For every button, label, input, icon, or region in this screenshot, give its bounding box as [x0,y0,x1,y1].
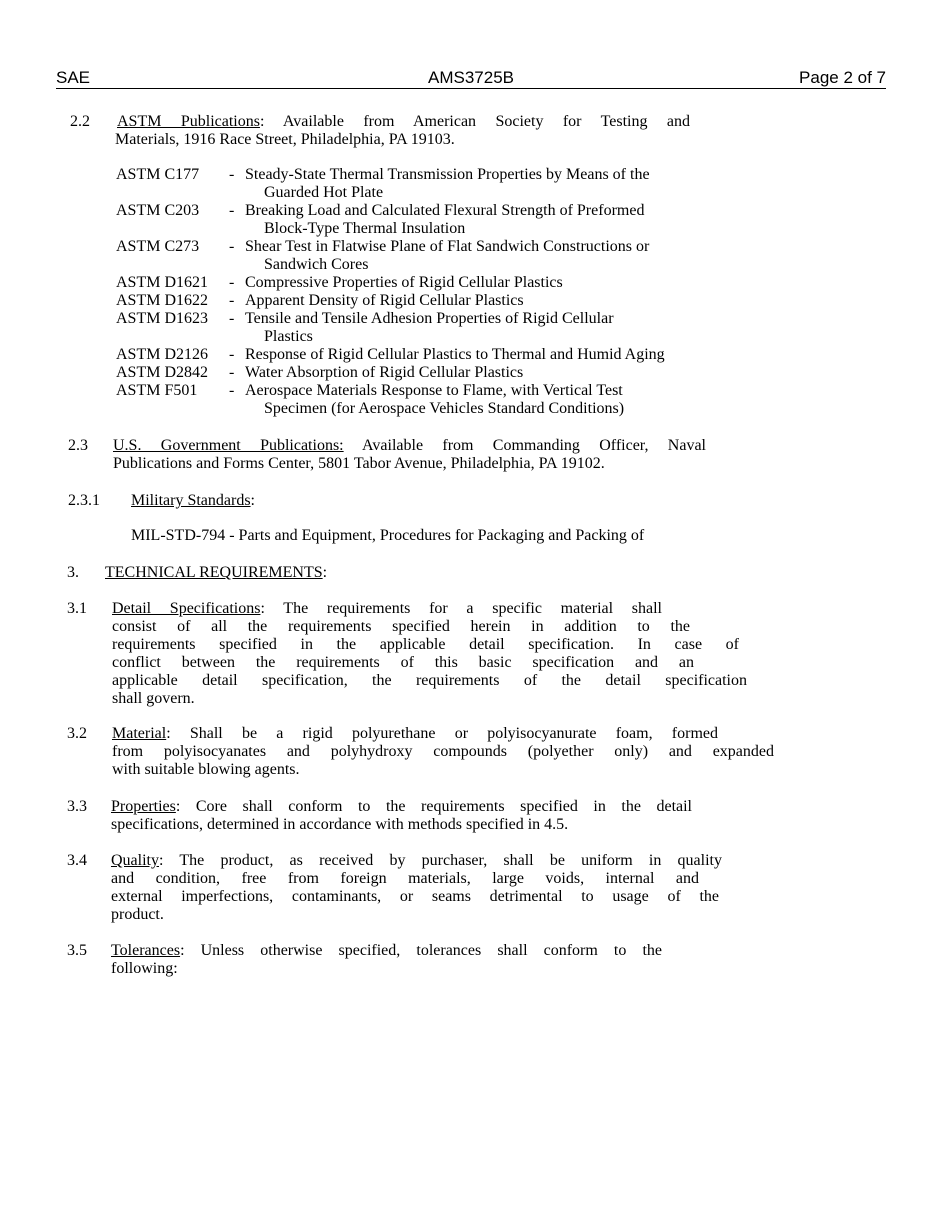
astm-reference-dash: - [229,364,235,381]
astm-reference-code: ASTM F501 [116,382,198,399]
section-3-4-number: 3.4 [67,852,87,869]
astm-reference-code: ASTM D1623 [116,310,209,327]
section-3-5-number: 3.5 [67,942,87,959]
section-3-3-number: 3.3 [67,798,87,815]
section-3-title: TECHNICAL REQUIREMENTS [105,564,323,581]
section-3-4-line: external imperfections, contaminants, or seams detrimental to usage of the [111,888,719,905]
astm-reference-description: Steady-State Thermal Transmission Properties by Means of the [245,166,650,183]
astm-reference-dash: - [229,274,235,291]
section-3-1-number: 3.1 [67,600,87,617]
section-3-heading [105,564,327,582]
section-3-5-line: following: [111,960,178,977]
section-3-2-title: Material [112,725,167,742]
section-3-1-line1: : The requirements for a specific material shall [260,600,662,617]
section-3-5-body [111,942,662,960]
section-3-number: 3. [67,564,79,581]
section-2-3-1-number: 2.3.1 [68,492,100,509]
section-3-3-title: Properties [111,798,176,815]
astm-reference-description: Shear Test in Flatwise Plane of Flat Sandwich Constructions or [245,238,650,255]
section-3-4-line1: : The product, as received by purchaser, shall be uniform in quality [159,852,722,869]
section-3-2-lines [112,743,774,779]
astm-reference-description: Response of Rigid Cellular Plastics to Thermal and Humid Aging [245,346,665,363]
astm-reference-continuation: Sandwich Cores [264,256,369,273]
section-2-2-line2: Materials, 1916 Race Street, Philadelphia, PA 19103. [115,131,455,148]
section-2-3-number: 2.3 [68,437,88,454]
section-2-3-line1: Available from Commanding Officer, Naval [343,437,707,454]
page-header [56,68,886,89]
section-2-3-line2: Publications and Forms Center, 5801 Tabor Avenue, Philadelphia, PA 19102. [113,455,605,472]
astm-reference-description: Water Absorption of Rigid Cellular Plastics [245,364,524,381]
astm-reference-dash: - [229,346,235,363]
astm-reference-code: ASTM C273 [116,238,200,255]
section-3-4-body [111,852,722,870]
section-3-1-line: applicable detail specification, the requirements of the detail specification [112,672,747,689]
astm-reference-dash: - [229,310,235,327]
section-3-3-line1: : Core shall conform to the requirements specified in the detail [175,798,692,815]
section-2-2-title: ASTM Publications [117,113,260,130]
section-2-3-1-title: Military Standards [131,492,251,509]
section-2-2-number: 2.2 [70,113,90,130]
header-doc-id: AMS3725B [428,68,514,87]
astm-reference-code: ASTM D2126 [116,346,209,363]
section-3-4-line: and condition, free from foreign materials, large voids, internal and [111,870,699,887]
section-3-1-line: conflict between the requirements of this basic specification and an [112,654,694,671]
astm-reference-code: ASTM D1622 [116,292,209,309]
section-3-4-title: Quality [111,852,159,869]
astm-reference-description: Compressive Properties of Rigid Cellular Plastics [245,274,563,291]
astm-reference-continuation: Guarded Hot Plate [264,184,384,201]
section-2-3-title: U.S. Government Publications: [113,437,344,454]
astm-reference-code: ASTM D1621 [116,274,209,291]
astm-reference-description: Aerospace Materials Response to Flame, with Vertical Test [245,382,623,399]
section-3-3-line: specifications, determined in accordance with methods specified in 4.5. [111,816,569,833]
section-2-2-line1: : Available from American Society for Testing and [259,113,691,130]
section-2-3-body [113,437,706,455]
astm-reference-dash: - [229,292,235,309]
section-3-3-body [111,798,692,816]
section-3-2-body [112,725,718,743]
section-3-2-line: with suitable blowing agents. [112,761,300,778]
astm-reference-description: Breaking Load and Calculated Flexural Strength of Preformed [245,202,645,219]
astm-reference-dash: - [229,382,235,399]
astm-reference-continuation: Specimen (for Aerospace Vehicles Standard Conditions) [264,400,625,417]
section-3-5-title: Tolerances [111,942,181,959]
section-2-3-1-heading [131,492,255,510]
mil-std-794-reference: MIL-STD-794 - Parts and Equipment, Procedures for Packaging and Packing of [131,527,645,544]
header-org: SAE [56,68,91,87]
astm-reference-dash: - [229,166,235,183]
section-3-2-line: from polyisocyanates and polyhydroxy compounds (polyether only) and expanded [112,743,774,760]
section-3-1-line: shall govern. [112,690,195,707]
section-3-5-lines [111,960,178,978]
header-page-number: Page 2 of 7 [799,68,886,87]
astm-reference-continuation: Plastics [264,328,313,345]
section-3-2-line1: : Shall be a rigid polyurethane or polyisocyanurate foam, formed [166,725,718,742]
section-3-1-title: Detail Specifications [112,600,261,617]
section-3-1-body [112,600,662,618]
section-3-1-lines [112,618,747,708]
section-3-3-lines [111,816,568,834]
section-3-4-line: product. [111,906,164,923]
astm-reference-continuation: Block-Type Thermal Insulation [264,220,466,237]
section-3-5-line1: : Unless otherwise specified, tolerances shall conform to the [180,942,662,959]
section-3-colon: : [322,564,328,581]
section-3-1-line: requirements specified in the applicable detail specification. In case of [112,636,739,653]
astm-reference-code: ASTM C203 [116,202,200,219]
astm-reference-code: ASTM C177 [116,166,200,183]
astm-reference-description: Tensile and Tensile Adhesion Properties of Rigid Cellular [245,310,614,327]
astm-reference-code: ASTM D2842 [116,364,209,381]
section-2-3-1-colon: : [250,492,255,509]
astm-reference-dash: - [229,238,235,255]
section-3-4-lines [111,870,719,924]
section-3-1-line: consist of all the requirements specified herein in addition to the [112,618,690,635]
astm-reference-dash: - [229,202,235,219]
astm-reference-description: Apparent Density of Rigid Cellular Plastics [245,292,524,309]
section-3-2-number: 3.2 [67,725,87,742]
section-2-2-body [117,113,690,131]
